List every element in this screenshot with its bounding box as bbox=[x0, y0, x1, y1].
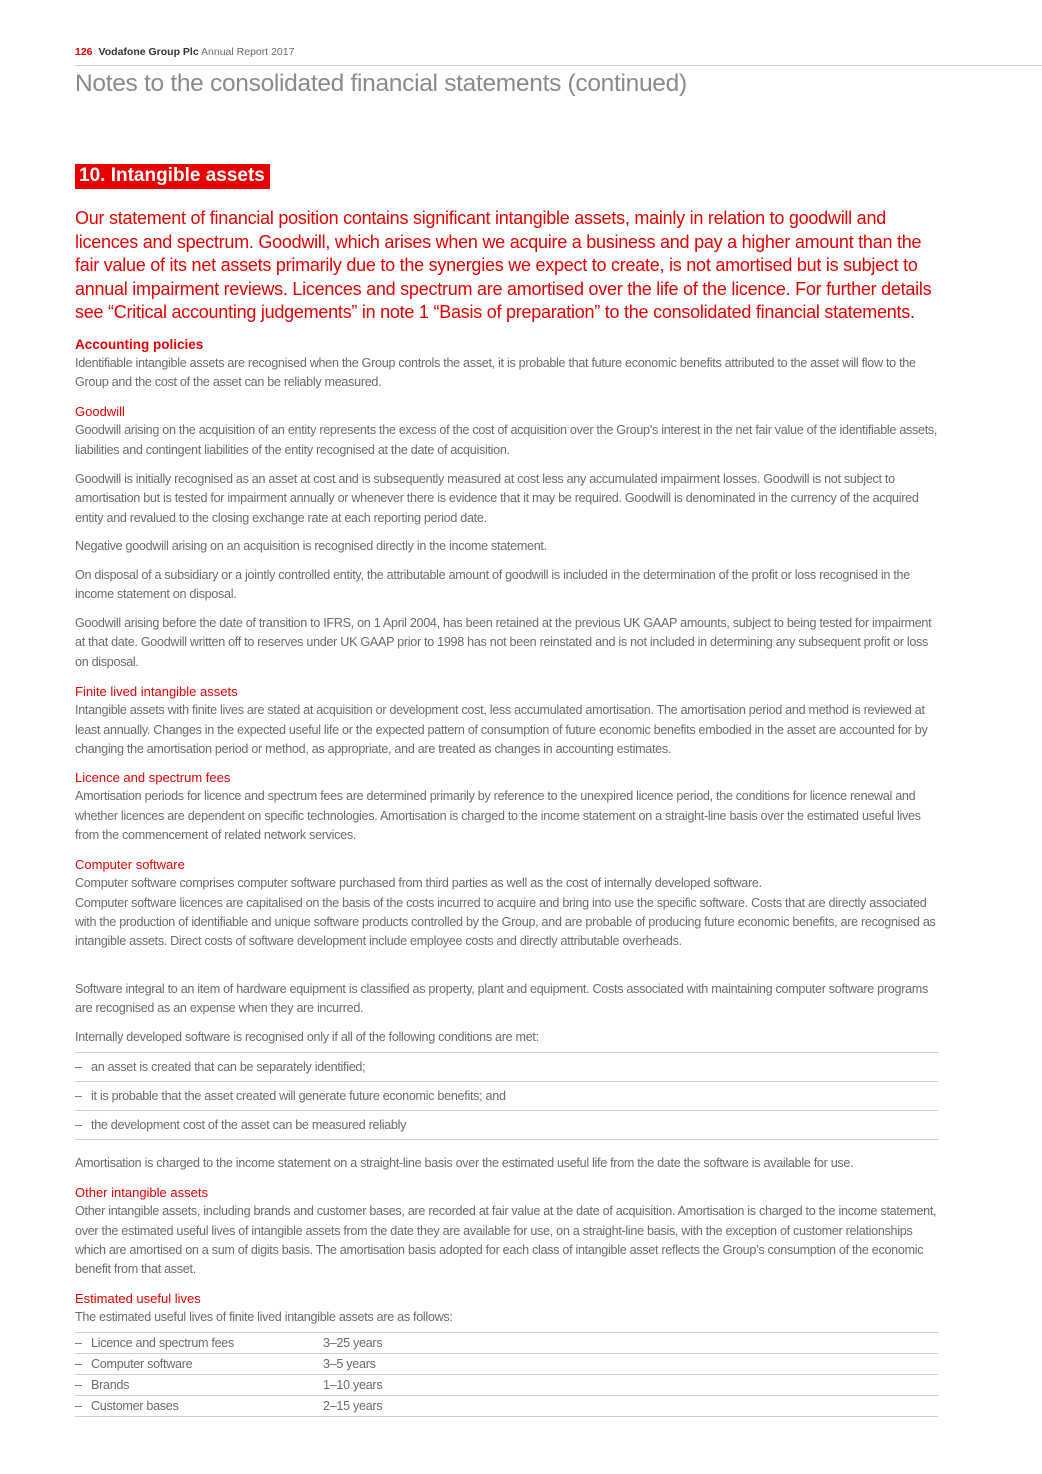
header-rule bbox=[75, 65, 1042, 66]
list-dash: – bbox=[75, 1089, 82, 1103]
finite-lived-heading: Finite lived intangible assets bbox=[75, 684, 238, 699]
finite-lived-text: Intangible assets with finite lives are stated at acquisition or development cost, less accumulated amortisation. The amortisation period and method is reviewed at least annually. Changes in the expected useful life or the expected pattern of consumption of future economic benefits embodied in the asset are accounted for by changing the amortisation period or method, as appropriate, and are treated as changes in accounting estimates. bbox=[75, 703, 928, 756]
table-row bbox=[75, 1354, 938, 1375]
goodwill-paragraph-1: Goodwill arising on the acquisition of an entity represents the excess of the cost of acquisition over the Group’s interest in the net fair value of the identifiable assets, liabilities and contingent liabilities of the entity recognised at the date of acquisition. bbox=[75, 423, 938, 457]
accounting-policies-text: Identifiable intangible assets are recognised when the Group controls the asset, it is probable that future economic benefits attributed to the asset will flow to the Group and the cost of the asset can be reliably measured. bbox=[75, 356, 916, 390]
software-paragraph-5: Amortisation is charged to the income statement on a straight-line basis over the estimated useful life from the date the software is available for use. bbox=[75, 1156, 854, 1170]
other-section bbox=[75, 1183, 938, 1279]
software-paragraph-1: Computer software comprises computer software purchased from third parties as well as the cost of internally developed software. bbox=[75, 876, 762, 891]
list-item bbox=[75, 1082, 938, 1111]
licence-text: Amortisation periods for licence and spectrum fees are determined primarily by reference to the unexpired licence period, the conditions for licence renewal and whether licences are dependent on specific technologies. Amortisation is charged to the income statement on a straight-line basis over the estimated useful lives from the commencement of related network services. bbox=[75, 789, 921, 842]
accounting-policies-heading: Accounting policies bbox=[75, 337, 204, 352]
conditions-list bbox=[75, 1052, 938, 1140]
licence-section bbox=[75, 768, 938, 845]
useful-life: 1–10 years bbox=[323, 1378, 383, 1392]
software-paragraph-4: Internally developed software is recognised only if all of the following conditions are met: bbox=[75, 1030, 539, 1044]
useful-lives-table bbox=[75, 1332, 938, 1417]
accounting-policies bbox=[75, 335, 938, 393]
useful-lives-text: The estimated useful lives of finite lived intangible assets are as follows: bbox=[75, 1310, 453, 1325]
page-title: Notes to the consolidated financial statements (continued) bbox=[75, 70, 687, 97]
licence-heading: Licence and spectrum fees bbox=[75, 770, 231, 785]
useful-life: 3–5 years bbox=[323, 1357, 376, 1371]
finite-lived-section bbox=[75, 682, 938, 759]
table-row bbox=[75, 1333, 938, 1354]
list-dash: – bbox=[75, 1118, 82, 1132]
goodwill-paragraph-5-block bbox=[75, 614, 938, 672]
section-heading: 10. Intangible assets bbox=[75, 164, 270, 189]
asset-class: Brands bbox=[91, 1378, 130, 1392]
list-dash: – bbox=[75, 1336, 82, 1350]
table-row bbox=[75, 1375, 938, 1396]
goodwill-paragraph-2-block bbox=[75, 470, 938, 528]
asset-class: Licence and spectrum fees bbox=[91, 1336, 235, 1350]
goodwill-paragraph-2: Goodwill is initially recognised as an asset at cost and is subsequently measured at cost less any accumulated impairment losses. Goodwill is not subject to amortisation but is tested for impairment annually or whenever there is evidence that it may be required. Goodwill is denominated in the currency of the acquired entity and revalued to the closing exchange rate at each reporting period date. bbox=[75, 472, 919, 525]
goodwill-paragraph-5: Goodwill arising before the date of transition to IFRS, on 1 April 2004, has been retained at the previous UK GAAP amounts, subject to being tested for impairment at that date. Goodwill written off to reserves under UK GAAP prior to 1998 has not been reinstated and is not included in determining any subsequent profit or loss on disposal. bbox=[75, 616, 932, 669]
goodwill-section bbox=[75, 402, 938, 460]
goodwill-paragraph-4-block bbox=[75, 566, 938, 605]
goodwill-paragraph-3: Negative goodwill arising on an acquisition is recognised directly in the income statement. bbox=[75, 539, 547, 553]
software-paragraph-3-block bbox=[75, 980, 938, 1019]
table-row bbox=[75, 1396, 938, 1417]
report-name: Annual Report 2017 bbox=[201, 46, 295, 58]
goodwill-paragraph-3-block bbox=[75, 537, 938, 556]
goodwill-paragraph-4: On disposal of a subsidiary or a jointly controlled entity, the attributable amount of goodwill is included in the determination of the profit or loss recognised in the income statement on disposal. bbox=[75, 568, 910, 602]
condition-text: it is probable that the asset created will generate future economic benefits; and bbox=[91, 1089, 506, 1103]
page-number: 126 bbox=[75, 46, 93, 58]
useful-lives-section bbox=[75, 1289, 938, 1328]
list-dash: – bbox=[75, 1378, 82, 1392]
useful-lives-heading: Estimated useful lives bbox=[75, 1291, 201, 1306]
condition-text: the development cost of the asset can be measured reliably bbox=[91, 1118, 407, 1132]
list-dash: – bbox=[75, 1357, 82, 1371]
other-text: Other intangible assets, including brands and customer bases, are recorded at fair value at the date of acquisition. Amortisation is charged to the income statement, over the estimated useful lives of intangible assets from the date they are available for use, on a straight-line basis, with the exception of customer relationships which are amortised on a sum of digits basis. The amortisation basis adopted for each class of intangible asset reflects the Group’s consumption of the economic benefit from that asset. bbox=[75, 1204, 937, 1277]
section-intro: Our statement of financial position contains significant intangible assets, mainly in relation to goodwill and licences and spectrum. Goodwill, which arises when we acquire a business and pay a higher amount than the fair value of its net assets primarily due to the synergies we expect to create, is not amortised but is subject to annual impairment reviews. Licences and spectrum are amortised over the life of the licence. For further details see “Critical accounting judgements” in note 1 “Basis of preparation” to the consolidated financial statements. bbox=[75, 208, 932, 323]
asset-class: Computer software bbox=[91, 1357, 193, 1371]
running-header bbox=[75, 46, 294, 58]
software-paragraph-2: Computer software licences are capitalised on the basis of the costs incurred to acquire and bring into use the specific software. Costs that are directly associated with the production of identifiable and unique software products controlled by the Group, and are probable of producing future economic benefits, are recognised as intangible assets. Direct costs of software development include employee costs and directly attributable overheads. bbox=[75, 895, 936, 949]
useful-life: 2–15 years bbox=[323, 1399, 383, 1413]
list-item bbox=[75, 1111, 938, 1140]
company-name: Vodafone Group Plc bbox=[98, 46, 199, 58]
list-item bbox=[75, 1053, 938, 1082]
software-paragraph-3: Software integral to an item of hardware equipment is classified as property, plant and equipment. Costs associated with maintaining computer software programs are recognised as an expense when they are incurred. bbox=[75, 982, 928, 1016]
software-paragraph-4-block bbox=[75, 1028, 938, 1047]
asset-class: Customer bases bbox=[91, 1399, 179, 1413]
software-section bbox=[75, 855, 938, 951]
other-heading: Other intangible assets bbox=[75, 1185, 208, 1200]
condition-text: an asset is created that can be separately identified; bbox=[91, 1060, 366, 1074]
software-heading: Computer software bbox=[75, 857, 185, 872]
list-dash: – bbox=[75, 1399, 82, 1413]
useful-life: 3–25 years bbox=[323, 1336, 383, 1350]
list-dash: – bbox=[75, 1060, 82, 1074]
software-paragraph-5-block bbox=[75, 1154, 938, 1173]
goodwill-heading: Goodwill bbox=[75, 404, 125, 419]
